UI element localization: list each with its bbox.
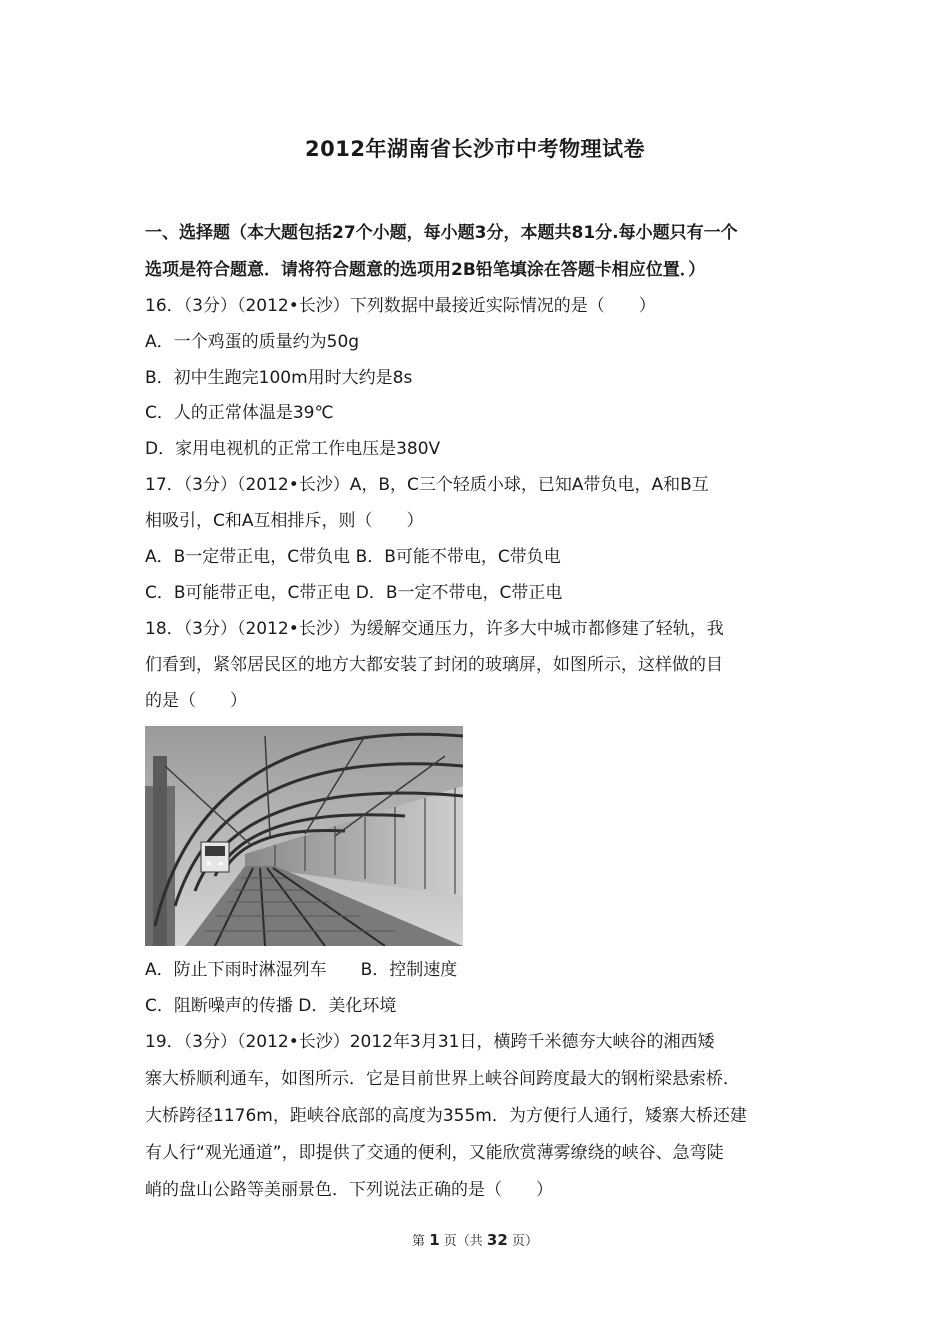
q16-option-d: D．家用电视机的正常工作电压是380V xyxy=(145,439,441,459)
footer-total-pages: 32 xyxy=(486,1231,508,1249)
q18-options-ab: A．防止下雨时淋湿列车 B．控制速度 xyxy=(145,960,458,980)
footer-suffix: 页） xyxy=(511,1234,538,1249)
footer-middle: 页（共 xyxy=(443,1234,483,1249)
q19-stem-line4: 有人行“观光通道”，即提供了交通的便利，又能欣赏薄雾缭绕的峡谷、急弯陡 xyxy=(145,1143,724,1163)
page-title: 2012年湖南省长沙市中考物理试卷 xyxy=(305,137,645,161)
q17-options-cd: C．B可能带正电，C带正电 D．B一定不带电，C带正电 xyxy=(145,583,563,603)
q17-options-ab: A．B一定带正电，C带负电 B．B可能不带电，C带负电 xyxy=(145,547,561,567)
footer-page-number: 1 xyxy=(429,1231,440,1249)
q16-option-b: B．初中生跑完100m用时大约是8s xyxy=(145,368,413,388)
q17-stem-line2: 相吸引，C和A互相排斥，则（ ） xyxy=(145,511,424,531)
section-header-line2: 选项是符合题意．请将符合题意的选项用2B铅笔填涂在答题卡相应位置．） xyxy=(145,260,706,280)
q16-option-a: A．一个鸡蛋的质量约为50g xyxy=(145,332,360,352)
light-rail-tunnel-photo xyxy=(145,726,463,946)
q16-option-c: C．人的正常体温是39℃ xyxy=(145,403,334,423)
q19-stem-line3: 大桥跨径1176m，距峡谷底部的高度为355m．为方便行人通行，矮寨大桥还建 xyxy=(145,1106,747,1126)
q17-stem-line1: 17．（3分）（2012•长沙）A，B，C三个轻质小球，已知A带负电，A和B互 xyxy=(145,475,709,495)
page-footer xyxy=(0,1230,950,1249)
q18-stem-line2: 们看到，紧邻居民区的地方大都安装了封闭的玻璃屏，如图所示，这样做的目 xyxy=(145,655,723,675)
q19-stem-line1: 19．（3分）（2012•长沙）2012年3月31日，横跨千米德夯大峡谷的湘西矮 xyxy=(145,1032,715,1052)
q18-stem-line3: 的是（ ） xyxy=(145,691,247,711)
section-header-line1: 一、选择题（本大题包括27个小题，每小题3分，本题共81分.每小题只有一个 xyxy=(145,223,738,243)
q18-options-cd: C．阻断噪声的传播 D．美化环境 xyxy=(145,996,397,1016)
q19-stem-line5: 峭的盘山公路等美丽景色．下列说法正确的是（ ） xyxy=(145,1180,553,1200)
footer-prefix: 第 xyxy=(412,1234,426,1249)
q19-stem-line2: 寨大桥顺利通车，如图所示．它是目前世界上峡谷间跨度最大的钢桁梁悬索桥． xyxy=(145,1069,740,1089)
q16-stem: 16．（3分）（2012•长沙）下列数据中最接近实际情况的是（ ） xyxy=(145,296,656,316)
q18-stem-line1: 18．（3分）（2012•长沙）为缓解交通压力，许多大中城市都修建了轻轨，我 xyxy=(145,619,724,639)
